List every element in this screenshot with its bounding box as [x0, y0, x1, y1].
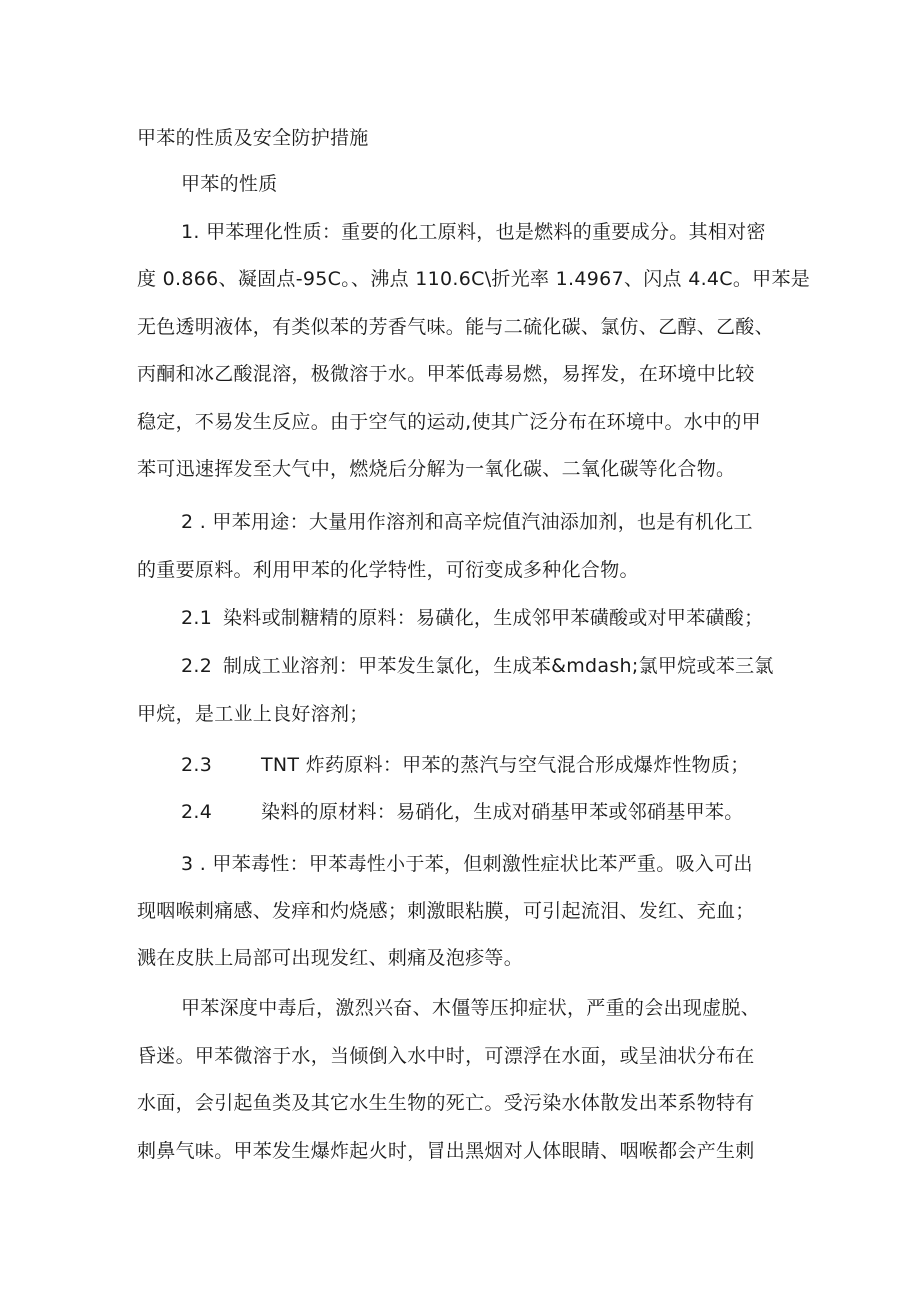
list-text: 染料或制糖精的原料：易磺化，生成邻甲苯磺酸或对甲苯磺酸； — [223, 607, 764, 629]
list-item-2-1 — [181, 606, 763, 630]
list-item-2-4 — [181, 800, 744, 824]
paragraph-1-line-2: 度 0.866、凝固点-95C。、沸点 110.6C\折光率 1.4967、闪点 4.4C。甲苯是 — [137, 268, 811, 290]
list-text: 制成工业溶剂：甲苯发生氯化，生成苯&mdash;氯甲烷或苯三氯 — [223, 655, 774, 677]
list-text: 染料的原材料：易硝化，生成对硝基甲苯或邻硝基甲苯。 — [261, 801, 744, 823]
paragraph-4-line-4: 刺鼻气味。甲苯发生爆炸起火时，冒出黑烟对人体眼睛、咽喉都会产生刺 — [137, 1140, 755, 1162]
paragraph-1-line-5: 稳定，不易发生反应。由于空气的运动,使其广泛分布在环境中。水中的甲 — [137, 411, 761, 433]
list-item-2-2-continuation: 甲烷，是工业上良好溶剂； — [137, 703, 369, 725]
paragraph-2-line-1: 2 . 甲苯用途：大量用作溶剂和高辛烷值汽油添加剂，也是有机化工 — [181, 511, 753, 533]
paragraph-4-line-1: 甲苯深度中毒后，激烈兴奋、木僵等压抑症状，严重的会出现虚脱、 — [181, 997, 761, 1019]
paragraph-2-line-2: 的重要原料。利用甲苯的化学特性，可衍变成多种化合物。 — [137, 559, 639, 581]
section-heading: 甲苯的性质 — [181, 173, 278, 195]
paragraph-3-line-1: 3 . 甲苯毒性：甲苯毒性小于苯，但刺激性症状比苯严重。吸入可出 — [181, 853, 753, 875]
paragraph-4-line-3: 水面，会引起鱼类及其它水生生物的死亡。受污染水体散发出苯系物特有 — [137, 1092, 755, 1114]
paragraph-3-line-3: 溅在皮肤上局部可出现发红、刺痛及泡疹等。 — [137, 947, 524, 969]
paragraph-1-line-6: 苯可迅速挥发至大气中，燃烧后分解为一氧化碳、二氧化碳等化合物。 — [137, 458, 736, 480]
paragraph-1-line-4: 丙酮和冰乙酸混溶，极微溶于水。甲苯低毒易燃，易挥发，在环境中比较 — [137, 363, 755, 385]
list-number: 2.4 — [181, 801, 213, 823]
paragraph-1-line-3: 无色透明液体，有类似苯的芳香气味。能与二硫化碳、氯仿、乙醇、乙酸、 — [137, 316, 774, 338]
list-text: TNT 炸药原料：甲苯的蒸汽与空气混合形成爆炸性物质； — [261, 754, 750, 776]
list-number: 2.1 — [181, 607, 213, 629]
paragraph-1-line-1: 1. 甲苯理化性质：重要的化工原料，也是燃料的重要成分。其相对密 — [181, 221, 766, 243]
document-title: 甲苯的性质及安全防护措施 — [137, 127, 369, 149]
list-item-2-3 — [181, 753, 750, 777]
list-number: 2.3 — [181, 754, 213, 776]
paragraph-4-line-2: 昏迷。甲苯微溶于水，当倾倒入水中时，可漂浮在水面，或呈油状分布在 — [137, 1045, 755, 1067]
paragraph-3-line-2: 现咽喉刺痛感、发痒和灼烧感；刺激眼粘膜，可引起流泪、发红、充血； — [137, 900, 755, 922]
list-number: 2.2 — [181, 655, 213, 677]
list-item-2-2 — [181, 654, 774, 678]
